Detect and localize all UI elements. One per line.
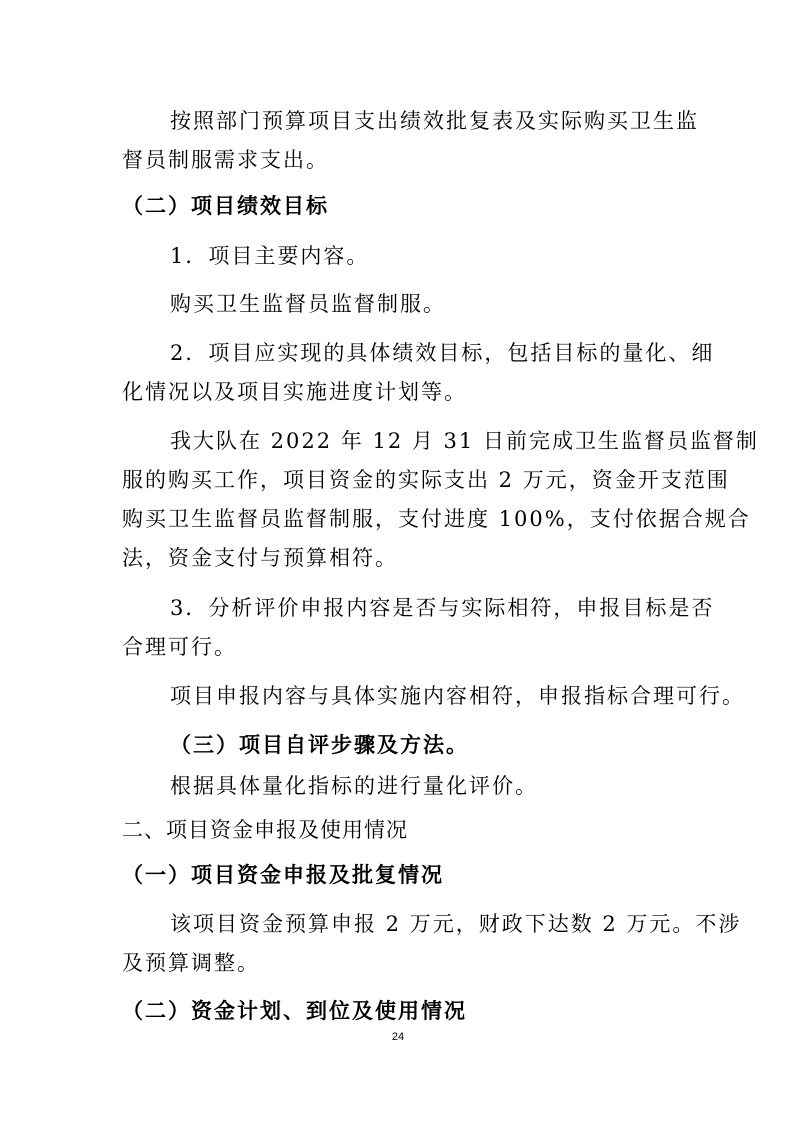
section-heading-fund-plan: （二）资金计划、到位及使用情况 [122,999,467,1023]
paragraph-line-5: 我大队在 2022 年 12 月 31 日前完成卫生监督员监督制 [170,429,759,453]
paragraph-line-6: 服的购买工作，项目资金的实际支出 2 万元，资金开支范围 [122,468,730,492]
paragraph-line-11: 根据具体量化指标的进行量化评价。 [170,774,538,798]
paragraph-line-9: 合理可行。 [122,635,237,659]
paragraph-line-3: 购买卫生监督员监督制服。 [170,292,446,316]
page-number: 24 [391,1031,405,1043]
paragraph-line-13: 及预算调整。 [122,951,260,975]
paragraph-line-7: 购买卫生监督员监督制服，支付进度 100%，支付依据合规合 [122,507,751,531]
item-heading-3: 3．分析评价申报内容是否与实际相符，申报目标是否 [170,596,715,620]
paragraph-line-2: 督员制服需求支出。 [122,148,329,172]
item-heading-1: 1．项目主要内容。 [170,244,370,268]
paragraph-line-12: 该项目资金预算申报 2 万元，财政下达数 2 万元。不涉 [170,912,742,936]
paragraph-line-4: 化情况以及项目实施进度计划等。 [122,380,467,404]
item-heading-2: 2．项目应实现的具体绩效目标，包括目标的量化、细 [170,341,715,365]
section-heading-self-evaluation: （三）项目自评步骤及方法。 [170,733,469,757]
paragraph-line-1: 按照部门预算项目支出绩效批复表及实际购买卫生监 [170,109,699,133]
section-heading-performance-goals: （二）项目绩效目标 [122,194,329,218]
paragraph-line-10: 项目申报内容与具体实施内容相符，申报指标合理可行。 [170,684,745,708]
chapter-heading-fund-usage: 二、项目资金申报及使用情况 [122,818,408,842]
section-heading-fund-approval: （一）项目资金申报及批复情况 [122,863,444,887]
paragraph-line-8: 法，资金支付与预算相符。 [122,546,398,570]
